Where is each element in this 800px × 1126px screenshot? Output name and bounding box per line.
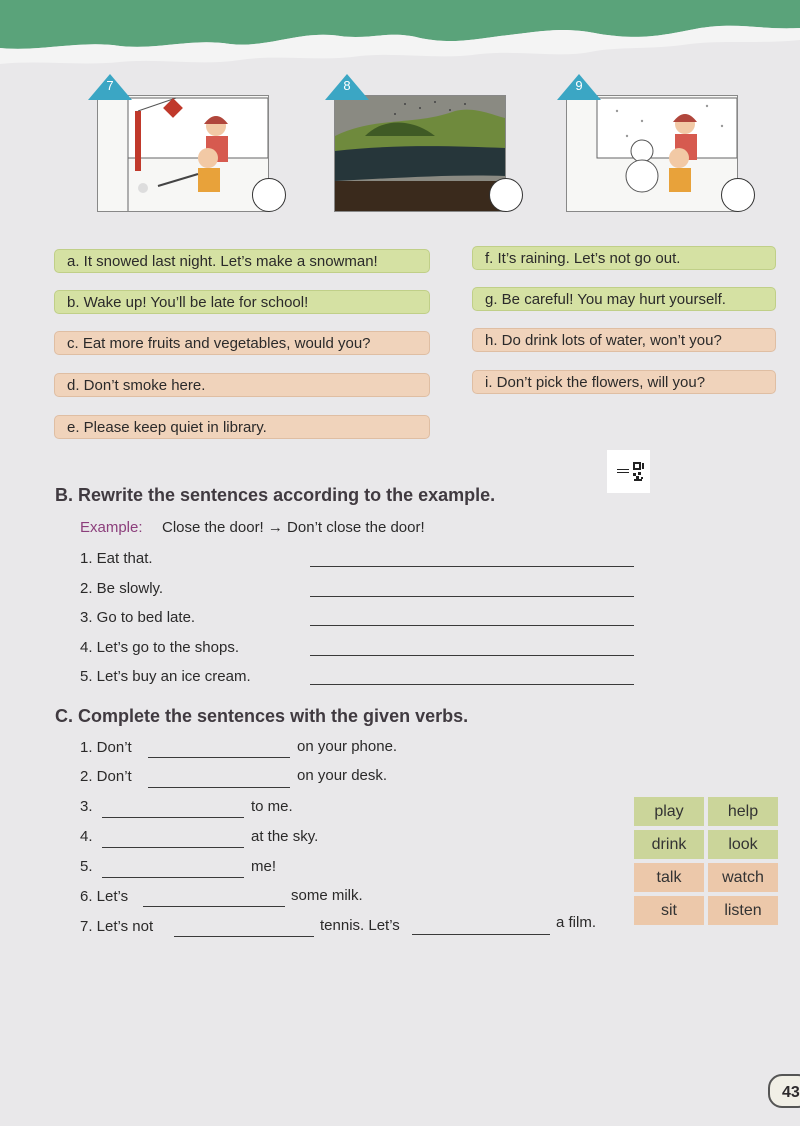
answer-circle[interactable] [252,178,286,212]
complete-item-7-post: a film. [556,914,597,931]
qr-code-icon [607,450,650,493]
complete-item-4-pre: 4. [80,828,93,845]
verb-watch: watch [708,863,778,892]
rewrite-item-5: 5. Let’s buy an ice cream. [80,668,251,685]
answer-blank[interactable] [143,906,285,907]
answer-blank[interactable] [310,625,634,626]
rewrite-item-2: 2. Be slowly. [80,580,164,597]
answer-blank[interactable] [310,566,634,567]
answer-blank[interactable] [148,757,290,758]
picture-8 [334,78,506,212]
complete-item-1-post: on your phone. [297,738,398,755]
picture-number: 9 [575,78,583,93]
section-b-title: B. Rewrite the sentences according to the example. [55,485,496,505]
sentence-c: c. Eat more fruits and vegetables, would you? [54,331,430,355]
picture-7 [97,78,269,212]
rewrite-item-3: 3. Go to bed late. [80,609,196,626]
answer-blank[interactable] [174,936,314,937]
page-number: 43 [768,1074,800,1108]
verb-look: look [708,830,778,859]
sentence-g: g. Be careful! You may hurt yourself. [472,287,776,311]
answer-blank[interactable] [310,684,634,685]
complete-item-2-post: on your desk. [297,767,388,784]
complete-item-2-pre: 2. Don’t [80,768,132,785]
answer-blank[interactable] [148,787,290,788]
sentence-f: f. It’s raining. Let’s not go out. [472,246,776,270]
rewrite-item-4: 4. Let’s go to the shops. [80,639,240,656]
verb-listen: listen [708,896,778,925]
complete-item-3-post: to me. [251,798,293,815]
sentence-b: b. Wake up! You’ll be late for school! [54,290,430,314]
answer-blank[interactable] [310,596,634,597]
sentence-e: e. Please keep quiet in library. [54,415,430,439]
complete-item-7-mid: tennis. Let’s [320,917,400,934]
example-label: Example: [80,519,143,536]
sentence-a: a. It snowed last night. Let’s make a snowman! [54,249,430,273]
complete-item-3-pre: 3. [80,798,93,815]
picture-number: 8 [343,78,351,93]
picture-9 [566,78,738,212]
verb-help: help [708,797,778,826]
complete-item-4-post: at the sky. [251,828,319,845]
answer-blank[interactable] [102,817,244,818]
section-c-title: C. Complete the sentences with the given verbs. [55,706,469,726]
complete-item-7-pre: 7. Let’s not [80,918,154,935]
verb-sit: sit [634,896,704,925]
answer-blank[interactable] [102,877,244,878]
complete-item-5-pre: 5. [80,858,93,875]
picture-number: 7 [106,78,114,93]
sentence-i: i. Don’t pick the flowers, will you? [472,370,776,394]
complete-item-6-post: some milk. [291,887,363,904]
rainy-landscape-illustration [335,96,505,211]
verb-drink: drink [634,830,704,859]
answer-blank[interactable] [102,847,244,848]
verb-play: play [634,797,704,826]
sentence-d: d. Don’t smoke here. [54,373,430,397]
answer-circle[interactable] [721,178,755,212]
example-text: Close the door! → Don’t close the door! [162,519,425,536]
answer-blank[interactable] [310,655,634,656]
answer-circle[interactable] [489,178,523,212]
children-firecrackers-illustration [98,96,268,211]
complete-item-1-pre: 1. Don’t [80,739,132,756]
sentence-h: h. Do drink lots of water, won’t you? [472,328,776,352]
complete-item-6-pre: 6. Let’s [80,888,129,905]
verb-talk: talk [634,863,704,892]
complete-item-5-post: me! [251,858,277,875]
header-wave-band [0,0,800,80]
answer-blank[interactable] [412,934,550,935]
rewrite-item-1: 1. Eat that. [80,550,153,567]
snowman-children-illustration [567,96,737,211]
